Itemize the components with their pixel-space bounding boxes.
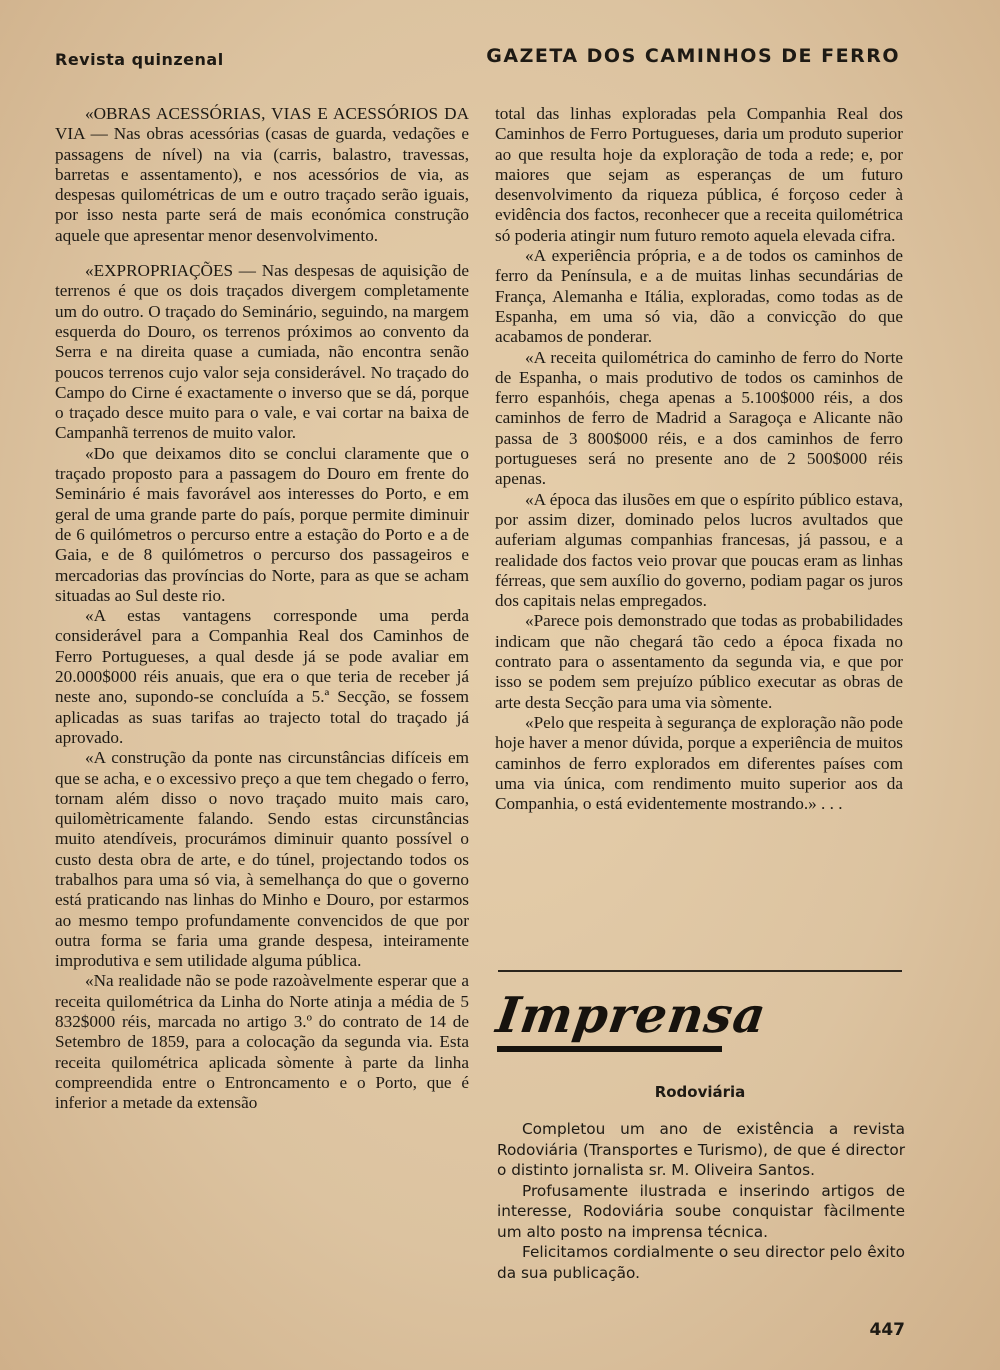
imprensa-title-underline bbox=[497, 1046, 722, 1052]
paragraph-obras-acessorias: «OBRAS ACESSÓRIAS, VIAS E ACESSÓRIOS DA VIA — Nas obras acessórias (casas de guarda, vedações e passagens de nível) na via (carris, balastro, travessas, barretas e assentamento), e nos acessórios de via, as despesas quilométricas de um e outro traçado serão iguais, por isso nesta parte será de mais económica construção aquele que apresentar menor desenvolvimento. bbox=[55, 104, 469, 245]
paragraph-realidade: «Na realidade não se pode razoàvelmente esperar que a receita quilométrica da Linha do Norte atinja a média de 5 832$000 réis, marcada no artigo 3.º do contrato de 14 de Setembro de 1859, para a colocação da segunda via. Esta receita quilométrica aplicada sòmente à parte da linha compreendida entre o Entroncamento e o Porto, que é inferior a metade da extensão bbox=[55, 971, 469, 1113]
imprensa-paragraph: Completou um ano de existência a revista Rodoviária (Transportes e Turismo), de que é director o distinto jornalista sr. M. Oliveira Santos. bbox=[497, 1120, 905, 1179]
header-publication-title: GAZETA DOS CAMINHOS DE FERRO bbox=[486, 45, 900, 67]
right-column bbox=[495, 104, 903, 814]
imprensa-paragraph: Profusamente ilustrada e inserindo artigos de interesse, Rodoviária soube conquistar fàcilmente um alto posto na imprensa técnica. bbox=[497, 1181, 905, 1241]
paragraph-expropriacoes: «EXPROPRIAÇÕES — Nas despesas de aquisição de terrenos é que os dois traçados divergem completamente um do outro. O traçado do Seminário, seguindo, na margem esquerda do Douro, os terrenos próximos ao convento da Serra e na direita quase a cumiada, não encontra senão poucos terrenos cujo valor seja considerável. No traçado do Campo do Cirne é exactamente o inverso que se dá, porque o traçado desce muito para o vale, e vai cortar na baixa de Campanhã terrenos de muito valor. bbox=[55, 261, 469, 443]
paragraph-experiencia: «A experiência própria, e a de todos os caminhos de ferro da Península, e a de muitas linhas secundárias de França, Alemanha e Itália, exploradas, como todas as de Espanha, em uma só via, dão a convicção do que acabamos de ponderar. bbox=[495, 246, 903, 347]
header-periodicity: Revista quinzenal bbox=[55, 50, 224, 69]
article-heading: Rodoviária bbox=[654, 1083, 746, 1101]
section-divider bbox=[498, 970, 902, 972]
paragraph-epoca-ilusoes: «A época das ilusões em que o espírito público estava, por assim dizer, dominado pelos lucros avultados que auferiam algumas companhias francesas, já passou, e a realidade dos factos veio provar que poucas eram as linhas férreas, que sem auxílio do governo, podiam pagar os juros dos capitais nelas empregados. bbox=[495, 489, 903, 611]
imprensa-article bbox=[497, 1119, 905, 1283]
imprensa-section-title: Imprensa bbox=[492, 986, 771, 1044]
paragraph-conclusion: «Do que deixamos dito se conclui claramente que o traçado proposto para a passagem do Douro em frente do Seminário é mais favorável aos interesses do Porto, e em geral de uma grande parte do país, porque permite diminuir de 6 quilómetros o percurso entre a estação do Porto e a de Gaia, e de 8 quilómetros o percurso dos passageiros e mercadorias das províncias do Norte, para as que se acham situadas ao Sul deste rio. bbox=[55, 443, 469, 605]
paragraph-seguranca: «Pelo que respeita à segurança de exploração não pode hoje haver a menor dúvida, porque a experiência de muitos caminhos de ferro explorados em diferentes países com uma via única, com rendimento muito superior aos da Companhia, o está evidentemente mostrando.» . . . bbox=[495, 712, 903, 814]
imprensa-paragraph: Felicitamos cordialmente o seu director pelo êxito da sua publicação. bbox=[497, 1243, 905, 1282]
page-number: 447 bbox=[869, 1320, 905, 1340]
paragraph-continuation: total das linhas exploradas pela Companhia Real dos Caminhos de Ferro Portugueses, daria um produto superior ao que resulta hoje da exploração de toda a rede; e, por maiores que sejam as esperanças de um futuro desenvolvimento da riqueza pública, é forçoso ceder à evidência dos factos, reconhecer que a receita quilométrica só poderia atingir num futuro remoto aquela elevada cifra. bbox=[495, 104, 903, 245]
paragraph-probabilidades: «Parece pois demonstrado que todas as probabilidades indicam que não chegará tão cedo a época fixada no contrato para o assentamento da segunda via, e que por isso se podem sem prejuízo público executar as obras de arte desta Secção para uma via sòmente. bbox=[495, 611, 903, 712]
left-column bbox=[55, 104, 469, 1114]
paragraph-receita-espanha: «A receita quilométrica do caminho de ferro do Norte de Espanha, o mais produtivo de todos os caminhos de ferro espanhóis, chega apenas a 5.100$000 réis, a dos caminhos de ferro de Madrid a Saragoça e Alicante não passa de 3 800$000 réis, e a dos caminhos de ferro portugueses será no presente ano de 2 500$000 réis apenas. bbox=[495, 347, 903, 489]
paragraph-vantagens: «A estas vantagens corresponde uma perda considerável para a Companhia Real dos Caminhos de Ferro Portugueses, a qual desde já se pode avaliar em 20.000$000 réis anuais, que era o que teria de receber já neste ano, supondo-se concluída a 5.ª Secção, se fossem aplicadas as suas tarifas ao trajecto total do traçado já aprovado. bbox=[55, 606, 469, 747]
paragraph-construcao-ponte: «A construção da ponte nas circunstâncias difíceis em que se acha, e o excessivo preço a que tem chegado o ferro, tornam além disso o novo traçado muito mais caro, quilomètricamente falando. Sendo estas circunstâncias muito atendíveis, procurámos diminuir quanto possível o custo desta obra de arte, e do túnel, projectando todos os trabalhos para uma só via, à semelhança do que o governo está praticando nas linhas do Minho e Douro, por estarmos ao mesmo tempo profundamente convencidos de que por outra forma se faria uma grande despesa, inteiramente improdutiva e sem utilidade alguma pública. bbox=[55, 748, 469, 971]
